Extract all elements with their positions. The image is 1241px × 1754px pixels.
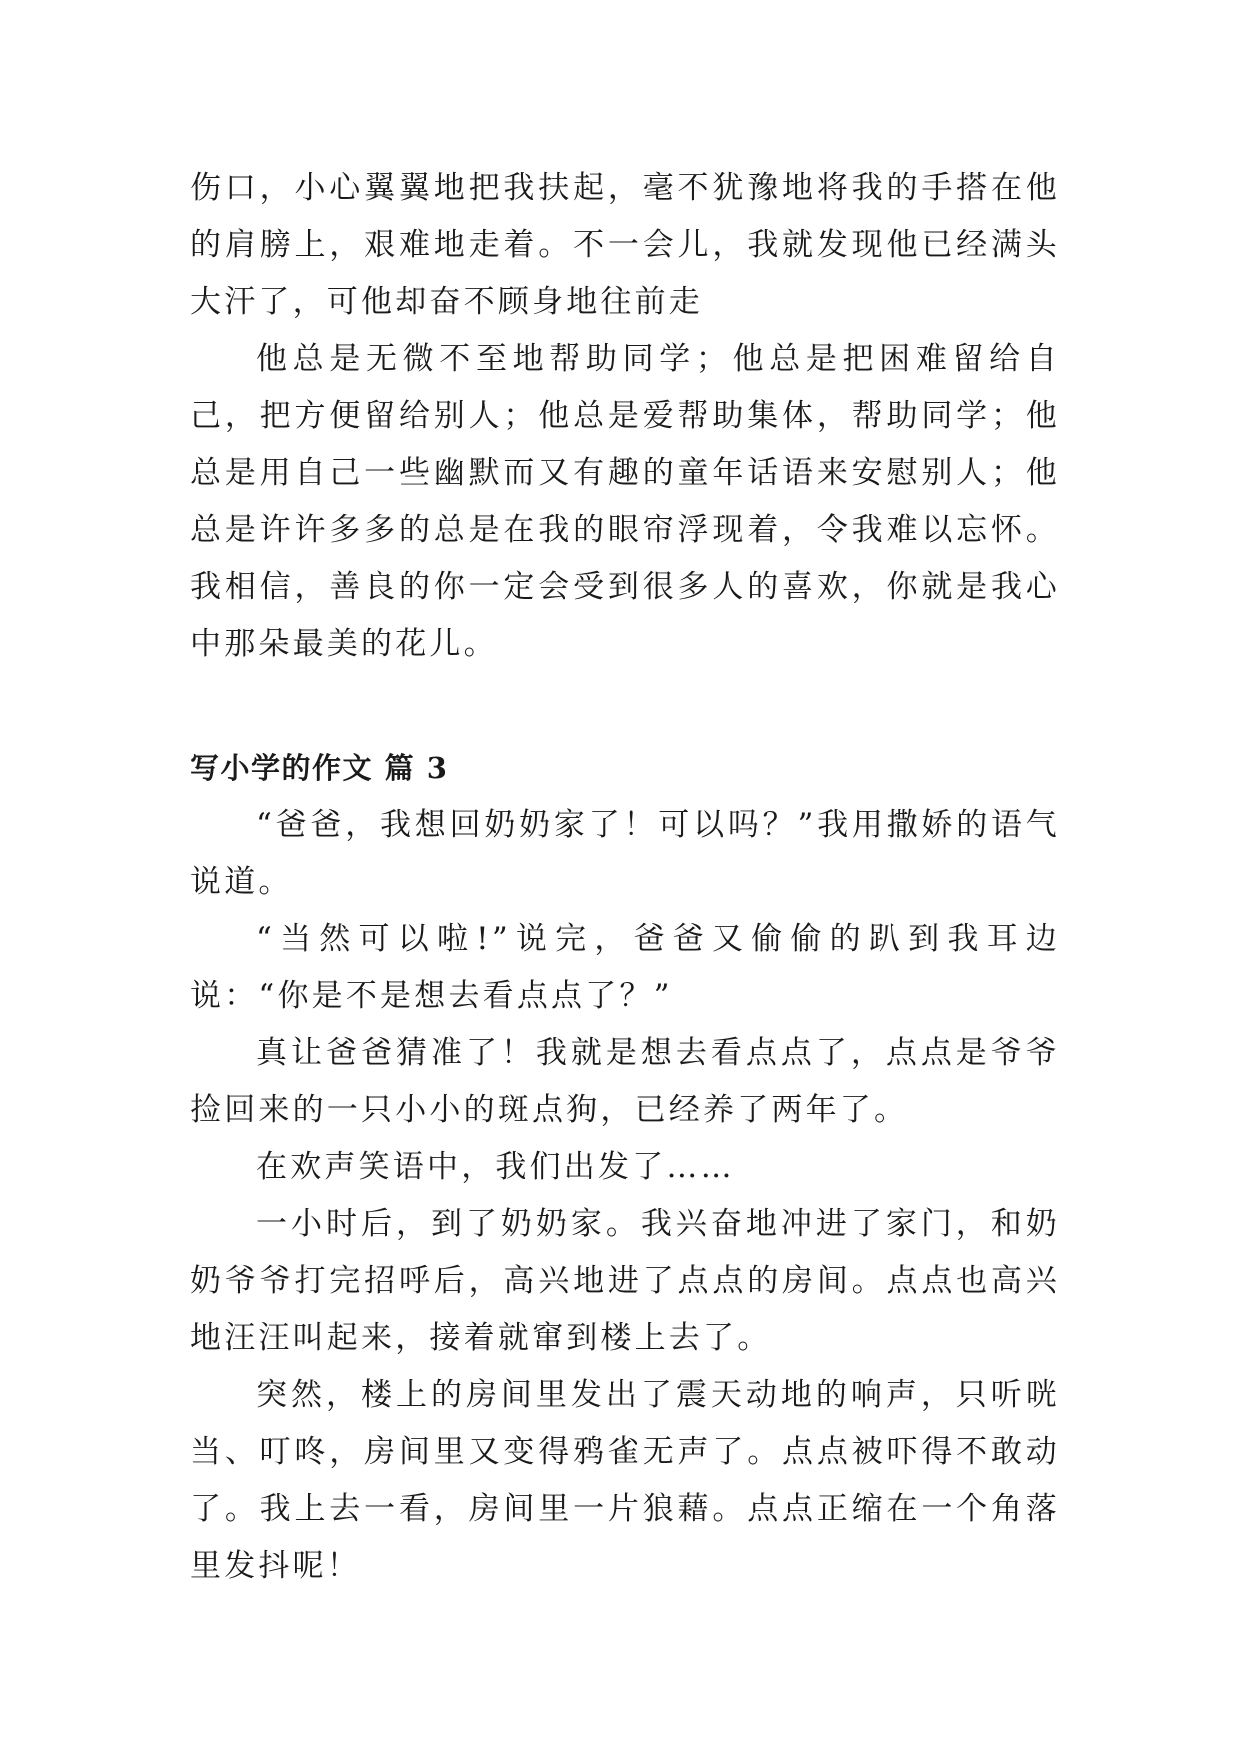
paragraph-dialogue: “当然可以啦!”说完，爸爸又偷偷的趴到我耳边说：“你是不是想去看点点了？” [190,921,1060,1014]
paragraph: 在欢声笑语中，我们出发了…… [256,1149,735,1185]
document-page [190,160,1060,1595]
paragraph-dialogue: “爸爸，我想回奶奶家了！可以吗？”我用撒娇的语气说道。 [190,807,1060,900]
paragraph: 突然，楼上的房间里发出了震天动地的响声，只听咣当、叮咚，房间里又变得鸦雀无声了。点点被吓得不敢动了。我上去一看，房间里一片狼藉。点点正缩在一个角落里发抖呢！ [190,1377,1060,1584]
paragraph: 真让爸爸猜准了！我就是想去看点点了，点点是爷爷捡回来的一只小小的斑点狗，已经养了两年了。 [190,1035,1060,1128]
paragraph: 一小时后，到了奶奶家。我兴奋地冲进了家门，和奶奶爷爷打完招呼后，高兴地进了点点的房间。点点也高兴地汪汪叫起来，接着就窜到楼上去了。 [190,1206,1060,1356]
paragraph: 他总是无微不至地帮助同学；他总是把困难留给自己，把方便留给别人；他总是爱帮助集体，帮助同学；他总是用自己一些幽默而又有趣的童年话语来安慰别人；他总是许许多多的总是在我的眼帘浮现着，令我难以忘怀。我相信，善良的你一定会受到很多人的喜欢，你就是我心中那朵最美的花儿。 [190,341,1060,662]
paragraph-continuation: 伤口，小心翼翼地把我扶起，毫不犹豫地将我的手搭在他的肩膀上，艰难地走着。不一会儿，我就发现他已经满头大汗了，可他却奋不顾身地往前走 [190,170,1060,320]
section-title: 写小学的作文 篇 3 [190,751,449,785]
